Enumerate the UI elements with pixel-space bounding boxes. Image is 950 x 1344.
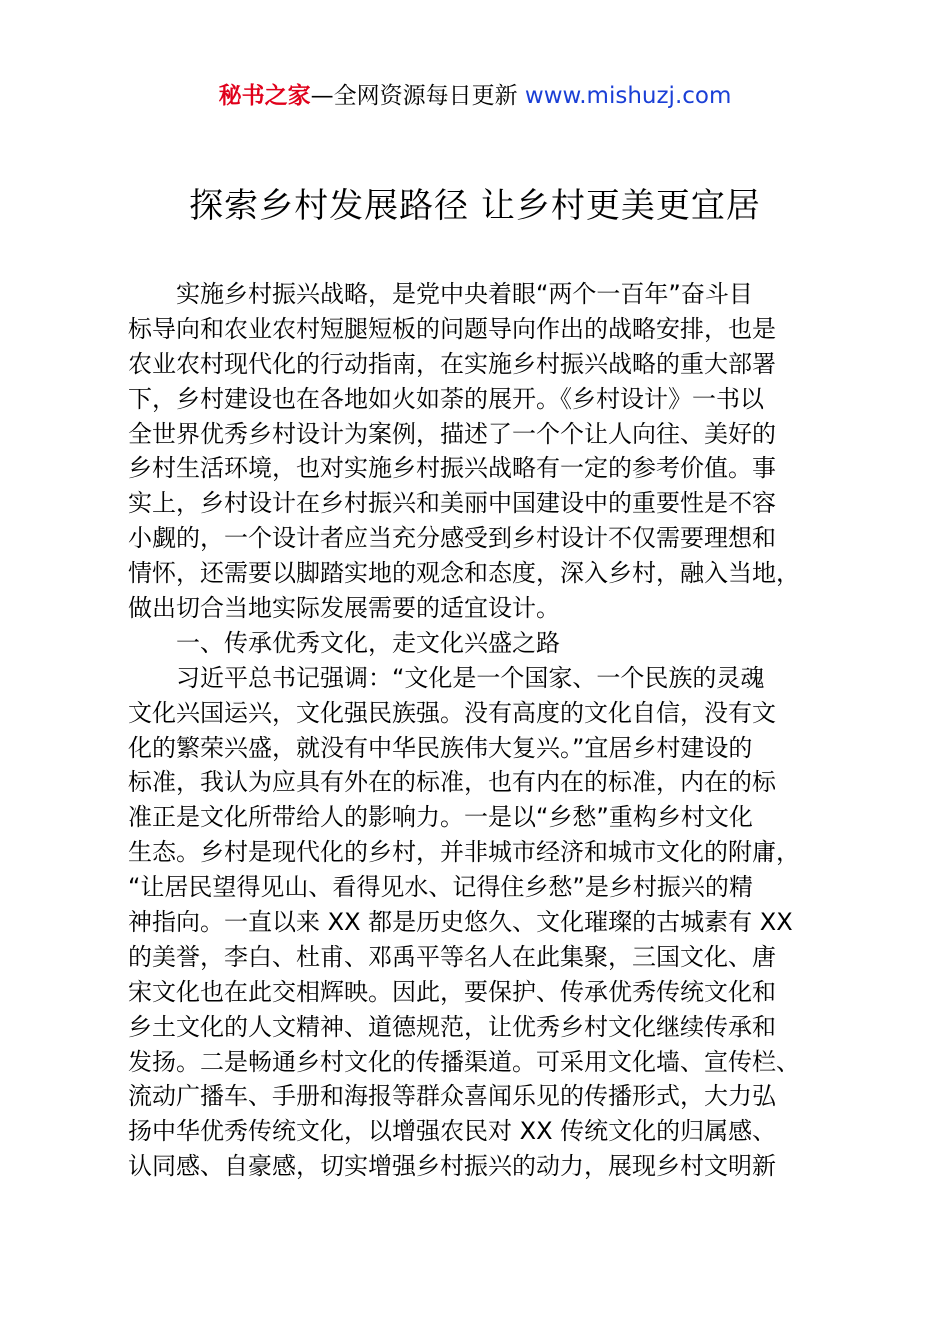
body-line: 标导向和农业农村短腿短板的问题导向作出的战略安排，也是	[128, 314, 776, 343]
body-line: “让居民望得见山、看得见水、记得住乡愁”是乡村振兴的精	[128, 873, 753, 902]
body-line: 下，乡村建设也在各地如火如荼的展开。《乡村设计》一书以	[128, 384, 764, 413]
site-url-link[interactable]: www.mishuzj.com	[524, 83, 732, 109]
body-line: 神指向。一直以来 XX 都是历史悠久、文化璀璨的古城素有 XX	[128, 908, 793, 937]
body-line: 实上，乡村设计在乡村振兴和美丽中国建设中的重要性是不容	[128, 489, 776, 518]
body-line: 农业农村现代化的行动指南，在实施乡村振兴战略的重大部署	[128, 349, 776, 378]
site-header	[0, 80, 950, 112]
body-line: 小觑的，一个设计者应当充分感受到乡村设计不仅需要理想和	[128, 524, 776, 553]
site-brand: 秘书之家	[218, 83, 311, 109]
body-line: 乡村生活环境，也对实施乡村振兴战略有一定的参考价值。事	[128, 454, 776, 483]
body-line: 乡土文化的人文精神、道德规范，让优秀乡村文化继续传承和	[128, 1012, 776, 1041]
body-line: 的美誉，李白、杜甫、邓禹平等名人在此集聚，三国文化、唐	[128, 942, 776, 971]
site-tagline: —全网资源每日更新	[310, 83, 525, 109]
body-line: 实施乡村振兴战略，是党中央着眼“两个一百年”奋斗目	[128, 280, 753, 308]
body-line: 化的繁荣兴盛，就没有中华民族伟大复兴。”宜居乡村建设的	[128, 733, 753, 762]
body-line: 情怀，还需要以脚踏实地的观念和态度，深入乡村，融入当地，	[128, 559, 800, 588]
body-line: 流动广播车、手册和海报等群众喜闻乐见的传播形式，大力弘	[128, 1082, 776, 1111]
body-line: 全世界优秀乡村设计为案例，描述了一个个让人向往、美好的	[128, 419, 776, 448]
body-line: 标准，我认为应具有外在的标准，也有内在的标准，内在的标	[128, 768, 776, 797]
body-line: 宋文化也在此交相辉映。因此，要保护、传承优秀传统文化和	[128, 977, 776, 1006]
document-body	[128, 277, 834, 1184]
body-line: 认同感、自豪感，切实增强乡村振兴的动力，展现乡村文明新	[128, 1152, 776, 1181]
body-line: 做出切合当地实际发展需要的适宜设计。	[128, 594, 560, 623]
section-heading: 一、传承优秀文化，走文化兴盛之路	[128, 628, 560, 657]
body-line: 文化兴国运兴，文化强民族强。没有高度的文化自信，没有文	[128, 698, 776, 727]
body-line: 准正是文化所带给人的影响力。一是以“乡愁”重构乡村文化	[128, 803, 753, 832]
body-line: 扬中华优秀传统文化，以增强农民对 XX 传统文化的归属感、	[128, 1117, 777, 1146]
body-line: 发扬。二是畅通乡村文化的传播渠道。可采用文化墙、宣传栏、	[128, 1047, 800, 1076]
body-line: 生态。乡村是现代化的乡村，并非城市经济和城市文化的附庸，	[128, 838, 800, 867]
document-title: 探索乡村发展路径 让乡村更美更宜居	[189, 186, 761, 226]
body-line: 习近平总书记强调：“文化是一个国家、一个民族的灵魂	[128, 663, 765, 692]
